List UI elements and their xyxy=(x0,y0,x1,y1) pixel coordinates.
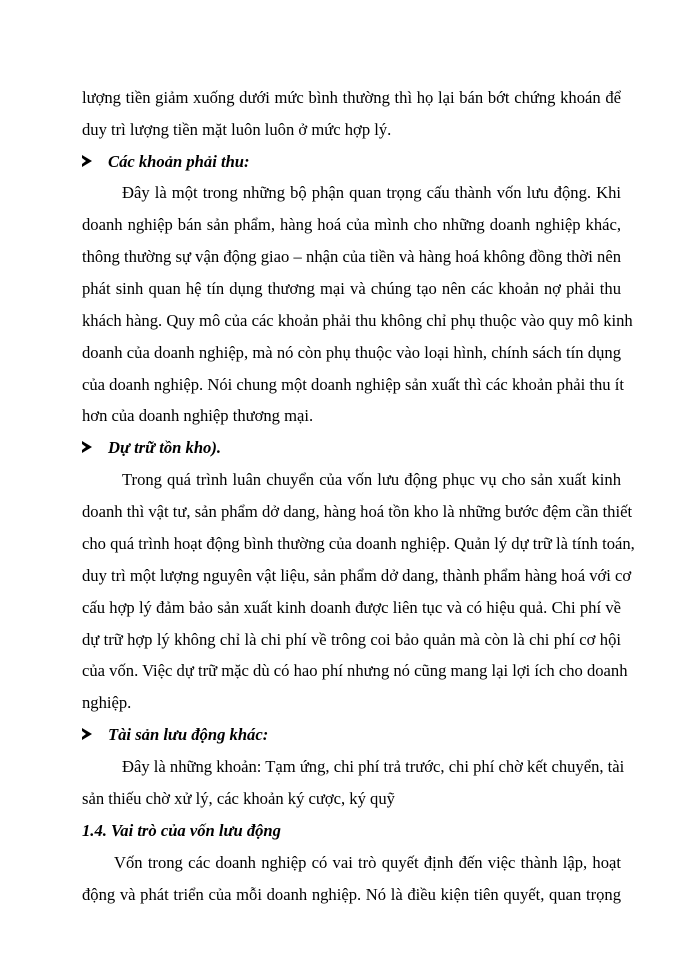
inventory-heading: Dự trữ tồn kho). xyxy=(108,438,222,457)
inventory-line-8: nghiệp. xyxy=(82,693,132,712)
section-heading-1-4: 1.4. Vai trò của vốn lưu động xyxy=(82,821,281,840)
receivables-line-5: khách hàng. Quy mô của các khoản phải thu không chỉ phụ thuộc vào quy mô kinh xyxy=(82,311,633,330)
receivables-line-8: hơn của doanh nghiệp thương mại. xyxy=(82,406,314,425)
other-assets-line-1: Đây là những khoản: Tạm ứng, chi phí trả trước, chi phí chờ kết chuyển, tài xyxy=(122,757,625,776)
section-1-4-line-2: động và phát triển của mỗi doanh nghiệp. Nó là điều kiện tiên quyết, quan trọng xyxy=(82,885,621,904)
inventory-line-5: cấu hợp lý đảm bảo sản xuất kinh doanh được liên tục và có hiệu quả. Chi phí về xyxy=(82,598,621,617)
arrow-bullet-icon xyxy=(82,728,92,740)
inventory-line-3: cho quá trình hoạt động bình thường của doanh nghiệp. Quản lý dự trữ là tính toán, xyxy=(82,534,635,553)
intro-line-1: lượng tiền giảm xuống dưới mức bình thường thì họ lại bán bớt chứng khoán để xyxy=(82,88,621,107)
receivables-line-6: doanh của doanh nghiệp, mà nó còn phụ thuộc vào loại hình, chính sách tín dụng xyxy=(82,343,621,362)
arrow-bullet-icon xyxy=(82,155,92,167)
other-assets-heading: Tài sản lưu động khác: xyxy=(108,725,269,744)
section-1-4-line-1: Vốn trong các doanh nghiệp có vai trò quyết định đến việc thành lập, hoạt xyxy=(114,853,621,872)
inventory-line-2: doanh thì vật tư, sản phẩm dở dang, hàng hoá tồn kho là những bước đệm cần thiết xyxy=(82,502,633,521)
arrow-bullet-icon xyxy=(82,441,92,453)
receivables-line-3: thông thường sự vận động giao – nhận của tiền và hàng hoá không đồng thời nên xyxy=(82,247,621,266)
inventory-line-7: của vốn. Việc dự trữ mặc dù có hao phí nhưng nó cũng mang lại lợi ích cho doanh xyxy=(82,661,628,680)
other-assets-line-2: sản thiếu chờ xử lý, các khoản ký cược, ký quỹ xyxy=(82,789,395,808)
intro-line-2: duy trì lượng tiền mặt luôn luôn ở mức hợp lý. xyxy=(82,120,392,139)
inventory-line-6: dự trữ hợp lý không chỉ là chi phí về trông coi bảo quản mà còn là chi phí cơ hội xyxy=(82,630,621,649)
inventory-line-1: Trong quá trình luân chuyển của vốn lưu động phục vụ cho sản xuất kinh xyxy=(122,470,621,489)
receivables-line-1: Đây là một trong những bộ phận quan trọng cấu thành vốn lưu động. Khi xyxy=(122,183,621,202)
receivables-line-2: doanh nghiệp bán sản phẩm, hàng hoá của mình cho những doanh nghiệp khác, xyxy=(82,215,621,234)
inventory-line-4: duy trì một lượng nguyên vật liệu, sản phẩm dở dang, thành phẩm hàng hoá với cơ xyxy=(82,566,632,585)
receivables-line-7: của doanh nghiệp. Nói chung một doanh nghiệp sản xuất thì các khoản phải thu ít xyxy=(82,375,624,394)
receivables-line-4: phát sinh quan hệ tín dụng thương mại và chúng tạo nên các khoản nợ phải thu xyxy=(82,279,621,298)
receivables-heading: Các khoản phải thu: xyxy=(108,152,250,171)
